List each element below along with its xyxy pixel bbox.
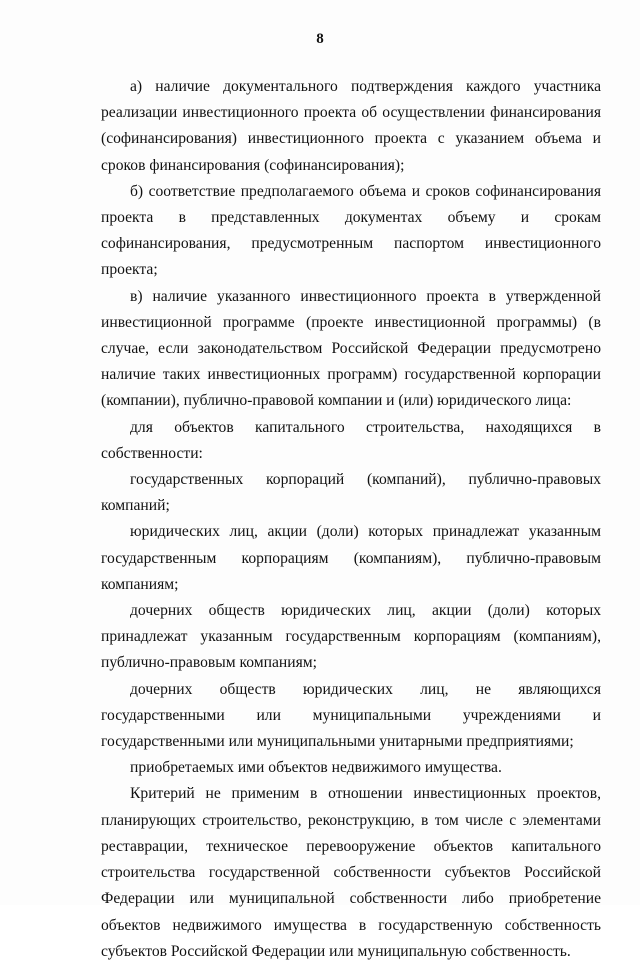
paragraph-legal-entities: юридических лиц, акции (доли) которых принадлежат указанным государственным корпорациям (компаниям), публично-правовым компаниям;: [101, 523, 601, 593]
paragraph-capital-construction-objects: для объектов капитального строительства, находящихся в собственности:: [101, 418, 601, 462]
paragraph-criterion-not-applicable: Критерий не применим в отношении инвестиционных проектов, планирующих строительство, реконструкцию, в том числе с элементами реставрации, техническое перевооружение объектов капитального строительства государственной собственности субъектов Российской Федерации или муниципальной собственности либо приобретение объектов недвижимого имущества в государственную собственность субъектов Российской Федерации или муниципальную собственность.: [101, 785, 601, 960]
page-number: 8: [316, 31, 324, 47]
paragraph-acquired-real-estate: приобретаемых ими объектов недвижимого имущества.: [130, 759, 502, 777]
paragraph-b-cofinancing-compliance: б) соответствие предполагаемого объема и сроков софинансирования проекта в представленных документах объему и срокам софинансирования, предусмотренным паспортом инвестиционного проекта;: [101, 182, 601, 279]
paragraph-v-investment-program: в) наличие указанного инвестиционного проекта в утвержденной инвестиционной программе (проекте инвестиционной программы) (в случае, если законодательством Российской Федерации предусмотрено наличие таких инвестиционных программ) государственной корпорации (компании), публично-правовой компании и (или) юридического лица:: [101, 287, 601, 410]
paragraph-a-documentary-confirmation: а) наличие документального подтверждения каждого участника реализации инвестиционного проекта об осуществлении финансирования (софинансирования) инвестиционного проекта с указанием объема и сроков финансирования (софинансирования);: [101, 78, 601, 174]
document-body: [101, 74, 601, 965]
paragraph-subsidiaries-non-state: дочерних обществ юридических лиц, не являющихся государственными или муниципальными учреждениями и государственными или муниципальными унитарными предприятиями;: [101, 680, 601, 751]
paragraph-subsidiaries-shares: дочерних обществ юридических лиц, акции (доли) которых принадлежат указанным государственным корпорациям (компаниям), публично-правовым компаниям;: [101, 602, 601, 672]
paragraph-state-corporations: государственных корпораций (компаний), публично-правовых компаний;: [101, 471, 601, 515]
